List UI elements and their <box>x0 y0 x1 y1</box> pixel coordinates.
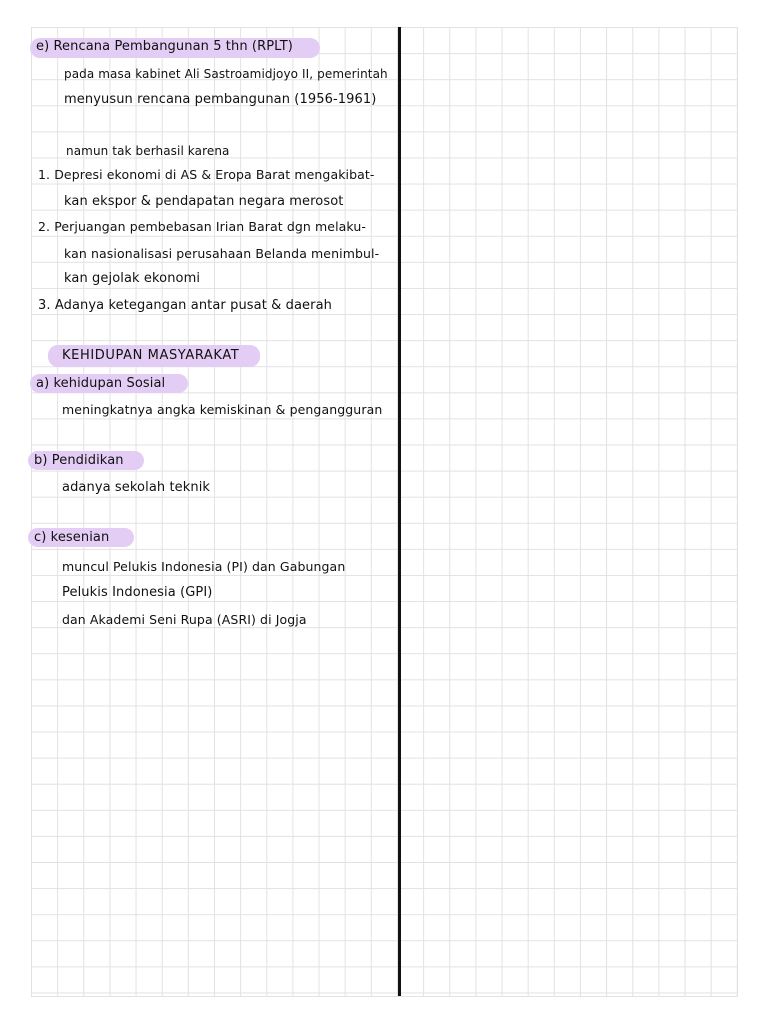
body-line-2: menyusun rencana pembangunan (1956-1961) <box>64 92 377 107</box>
b-body-text: adanya sekolah teknik <box>62 480 211 495</box>
heading-c: c) kesenian <box>34 530 110 545</box>
c-body-text-1: muncul Pelukis Indonesia (PI) dan Gabungan <box>62 559 346 574</box>
body-line-1: pada masa kabinet Ali Sastroamidjoyo II, pemerintah <box>64 67 388 81</box>
body-line-3: namun tak berhasil karena <box>66 144 230 158</box>
c-body-text-3: dan Akademi Seni Rupa (ASRI) di Jogja <box>62 612 307 627</box>
heading-b: b) Pendidikan <box>34 453 124 468</box>
list-item-1a: 1. Depresi ekonomi di AS & Eropa Barat mengakibat- <box>38 167 375 182</box>
page-divider-line <box>398 27 401 996</box>
list-item-1b: kan ekspor & pendapatan negara merosot <box>64 194 344 209</box>
list-item-2c: kan gejolak ekonomi <box>64 271 201 286</box>
list-item-2a: 2. Perjuangan pembebasan Irian Barat dgn melaku- <box>38 219 366 234</box>
list-item-2b: kan nasionalisasi perusahaan Belanda menimbul- <box>64 246 380 261</box>
c-body-text-2: Pelukis Indonesia (GPI) <box>62 585 213 600</box>
heading-a: a) kehidupan Sosial <box>36 376 166 391</box>
a-body-text: meningkatnya angka kemiskinan & pengangguran <box>62 402 383 417</box>
section-title: KEHIDUPAN MASYARAKAT <box>62 348 240 363</box>
list-item-3: 3. Adanya ketegangan antar pusat & daerah <box>38 298 332 313</box>
heading-e: e) Rencana Pembangunan 5 thn (RPLT) <box>36 39 293 54</box>
